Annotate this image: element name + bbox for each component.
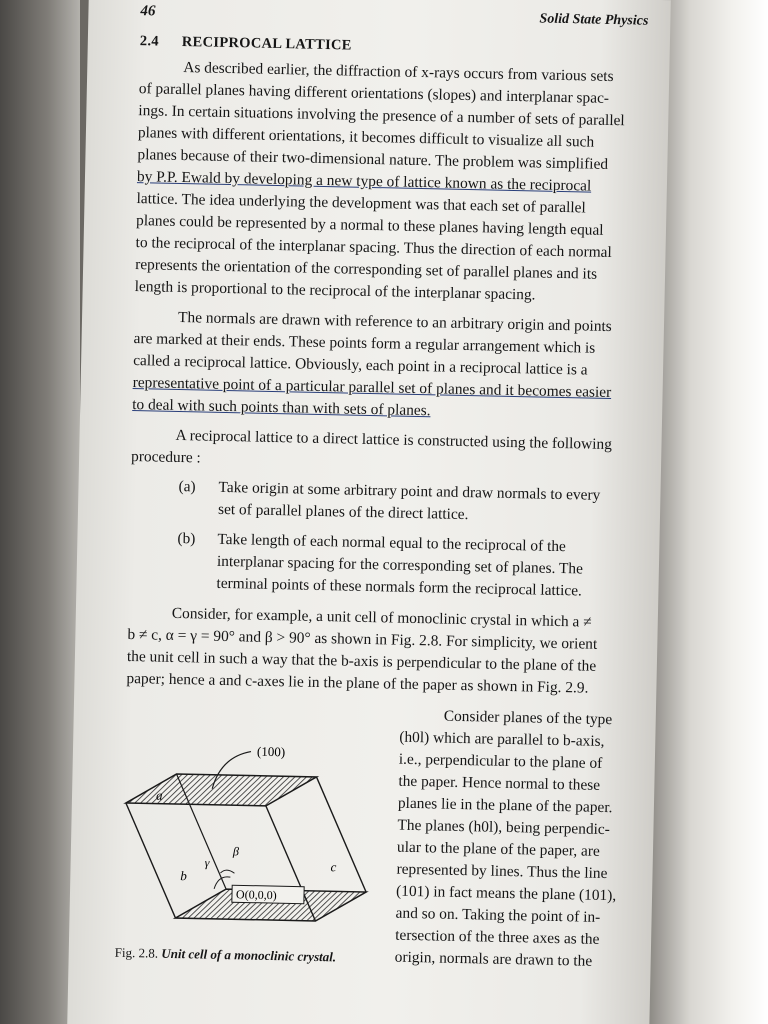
monoclinic-unit-cell-figure <box>113 725 397 931</box>
column-line: The planes (h0l), being perpendic- <box>397 816 611 839</box>
c-axis-label: c⃗ <box>330 859 347 875</box>
origin-label: O(0,0,0) <box>235 887 277 903</box>
para-line: planes because of their two-dimensional nature. The problem was simplified <box>137 146 609 173</box>
column-line: i.e., perpendicular to the plane of <box>398 750 603 772</box>
para-line: lattice. The idea underlying the development was that each set of parallel <box>136 190 586 217</box>
para-line: the unit cell in such a way that the b-axis is perpendicular to the plane of the <box>126 647 597 675</box>
step-label: (a) <box>178 478 196 496</box>
para-line: planes with different orientations, it becomes difficult to visualize all such <box>137 124 595 151</box>
para-line: planes could be represented by a normal to these planes having length equal <box>135 212 604 239</box>
caption-prefix: Fig. 2.8. <box>114 944 159 961</box>
plane-label: (100) <box>256 743 286 760</box>
caption-text: Unit cell of a monoclinic crystal. <box>161 945 337 965</box>
book-binding-shadow <box>0 0 80 1024</box>
para-line: procedure : <box>130 448 201 467</box>
a-axis-label: a⃗ <box>155 787 173 803</box>
section-title: RECIPROCAL LATTICE <box>181 33 352 54</box>
para-line: represents the orientation of the corresponding set of parallel planes and its <box>134 256 598 283</box>
running-head: Solid State Physics <box>539 11 649 29</box>
para-line: Consider, for example, a unit cell of monoclinic crystal in which a ≠ <box>171 604 592 631</box>
cell-edge <box>124 803 178 918</box>
para-line: b ≠ c, α = γ = 90° and β > 90° as shown in Fig. 2.8. For simplicity, we orient <box>127 625 598 653</box>
cell-edge <box>314 777 368 892</box>
column-line: planes lie in the plane of the paper. <box>397 794 613 817</box>
para-line: length is proportional to the reciprocal of the interplanar spacing. <box>134 278 536 304</box>
para-line: by P.P. Ewald by developing a new type of lattice known as the reciprocal <box>136 168 592 195</box>
b-axis-label: b⃗ <box>180 868 198 884</box>
section-heading <box>140 33 352 54</box>
para-line: are marked at their ends. These points form a regular arrangement which is <box>133 330 596 357</box>
page-number: 46 <box>140 3 156 20</box>
book-page <box>67 0 671 1024</box>
para-line: of parallel planes having different orientations (slopes) and interplanar spac- <box>138 80 610 107</box>
step-line: Take length of each normal equal to the reciprocal of the <box>217 530 567 556</box>
para-line: to deal with such points than with sets of planes. <box>132 396 431 420</box>
step-label: (b) <box>177 529 196 548</box>
para-line: ings. In certain situations involving the presence of a number of sets of parallel <box>138 102 625 130</box>
column-line: tersection of the three axes as the <box>395 926 600 948</box>
step-line: Take origin at some arbitrary point and draw normals to every <box>218 478 601 504</box>
para-line: to the reciprocal of the interplanar spacing. Thus the direction of each normal <box>135 234 612 262</box>
column-line: (101) in fact means the plane (101), <box>395 882 617 905</box>
figure-caption <box>115 945 337 966</box>
column-line: ular to the plane of the paper, are <box>396 838 600 860</box>
column-line: Consider planes of the type <box>443 707 613 729</box>
para-line: paper; hence a and c-axes lie in the plane of the paper as shown in Fig. 2.9. <box>126 669 589 697</box>
para-line: called a reciprocal lattice. Obviously, each point in a reciprocal lattice is a <box>132 352 588 379</box>
beta-angle-label: β <box>232 844 240 859</box>
step-line: interplanar spacing for the corresponding set of planes. The <box>216 552 584 578</box>
column-line: the paper. Hence normal to these <box>398 772 601 794</box>
step-line: terminal points of these normals form the reciprocal lattice. <box>216 574 583 600</box>
para-line: A reciprocal lattice to a direct lattice is constructed using the following <box>175 426 613 454</box>
section-number: 2.4 <box>139 33 160 50</box>
para-line: As described earlier, the diffraction of x-rays occurs from various sets <box>183 59 614 86</box>
angle-arc <box>214 877 230 890</box>
column-line: origin, normals are drawn to the <box>394 948 593 970</box>
column-line: represented by lines. Thus the line <box>396 860 608 883</box>
angle-arc <box>220 870 234 873</box>
step-line: set of parallel planes of the direct lattice. <box>217 500 469 524</box>
column-line: (h0l) which are parallel to b-axis, <box>399 728 605 750</box>
top-face-plane <box>126 773 317 807</box>
gamma-angle-label: γ <box>204 855 210 870</box>
para-line: representative point of a particular parallel set of planes and it becomes easier <box>132 374 612 402</box>
para-line: The normals are drawn with reference to an arbitrary origin and points <box>177 308 612 336</box>
column-line: and so on. Taking the point of in- <box>395 904 601 926</box>
